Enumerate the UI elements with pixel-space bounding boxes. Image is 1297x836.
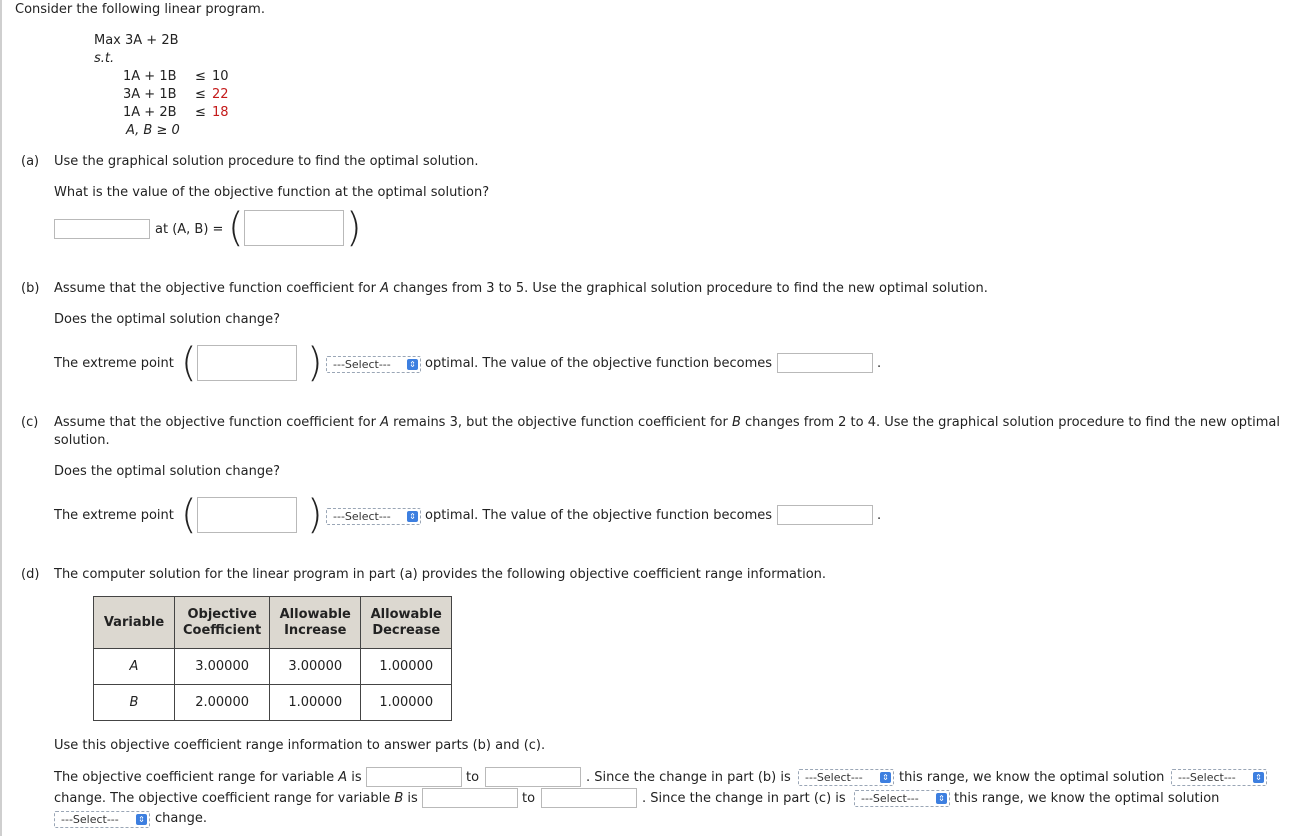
- chevron-updown-icon: ⇕: [407, 511, 418, 522]
- part-a-objective-value-field[interactable]: [55, 220, 149, 238]
- part-a-label: (a): [21, 154, 40, 169]
- table-header-row: [94, 597, 452, 649]
- open-paren: (: [181, 492, 197, 538]
- chevron-updown-icon: ⇕: [880, 772, 891, 783]
- constraint-3: 1A + 2B ≤ 18: [123, 105, 229, 120]
- header-variable: Variable: [94, 597, 175, 649]
- nonnegativity: A, B ≥ 0: [126, 123, 180, 138]
- subject-to-label: s.t.: [94, 51, 115, 66]
- this-range-text: this range, we know the optimal solution: [954, 791, 1220, 806]
- table-cell: 1.00000: [270, 685, 361, 721]
- range-a-label: The objective coefficient range for variable A is: [54, 770, 362, 785]
- header-allowable-decrease: Allowable Decrease: [361, 597, 452, 649]
- change-end-text: change.: [155, 811, 207, 826]
- close-paren: ): [346, 205, 362, 251]
- chevron-updown-icon: ⇕: [136, 814, 147, 825]
- part-b-after-select: optimal. The value of the objective function becomes: [425, 356, 773, 371]
- chevron-updown-icon: ⇕: [936, 793, 947, 804]
- table-cell: 1.00000: [361, 685, 452, 721]
- part-a-point-input[interactable]: [244, 210, 344, 246]
- table-cell: 1.00000: [361, 649, 452, 685]
- part-c-range-select[interactable]: ---Select--- ⇕: [854, 790, 950, 807]
- to-label: to: [466, 770, 480, 785]
- table-cell: B: [94, 685, 175, 721]
- part-b-question: Does the optimal solution change?: [54, 312, 280, 327]
- range-b-upper-input[interactable]: [541, 788, 637, 808]
- close-paren: ): [307, 340, 323, 386]
- part-c-text: Assume that the objective function coefficient for A remains 3, but the objective function coefficient for B changes from 2 to 4. Use the graphical solution procedure to find the new optimal: [54, 415, 1280, 430]
- part-c-select[interactable]: ---Select--- ⇕: [326, 508, 421, 525]
- part-d-use-text: Use this objective coefficient range information to answer parts (b) and (c).: [54, 738, 546, 753]
- part-c-question: Does the optimal solution change?: [54, 464, 280, 479]
- table-cell: A: [94, 649, 175, 685]
- table-cell: 3.00000: [270, 649, 361, 685]
- table-row: [94, 649, 452, 685]
- since-c-text: . Since the change in part (c) is: [642, 791, 846, 806]
- header-allowable-increase: Allowable Increase: [270, 597, 361, 649]
- part-c-value-input[interactable]: [777, 505, 873, 525]
- since-b-text: . Since the change in part (b) is: [586, 770, 791, 785]
- part-b-point-input[interactable]: [197, 345, 297, 381]
- table-cell: 2.00000: [175, 685, 270, 721]
- part-b-period: .: [877, 356, 882, 371]
- to-label: to: [522, 791, 536, 806]
- constraint-2: 3A + 1B ≤ 22: [123, 87, 229, 102]
- part-b-text: Assume that the objective function coefficient for A changes from 3 to 5. Use the graphical solution procedure to find the new optimal solution.: [54, 281, 988, 296]
- this-range-text: this range, we know the optimal solution: [899, 770, 1165, 785]
- intro-text: Consider the following linear program.: [15, 2, 265, 17]
- close-paren: ): [307, 492, 323, 538]
- part-c-point-input[interactable]: [197, 497, 297, 533]
- part-c-after-select: optimal. The value of the objective function becomes: [425, 508, 773, 523]
- chevron-updown-icon: ⇕: [1253, 772, 1264, 783]
- part-c-text-line2: solution.: [54, 433, 110, 448]
- part-b-range-select[interactable]: ---Select--- ⇕: [798, 769, 894, 786]
- part-a-objective-value-input[interactable]: [54, 219, 150, 239]
- header-objective-coefficient: Objective Coefficient: [175, 597, 270, 649]
- part-c-solution-select[interactable]: ---Select--- ⇕: [54, 811, 150, 828]
- range-a-lower-input[interactable]: [366, 767, 462, 787]
- part-c-period: .: [877, 508, 882, 523]
- part-b-value-field[interactable]: [778, 354, 872, 372]
- part-c-extreme-label: The extreme point: [54, 508, 174, 523]
- range-b-label: change. The objective coefficient range for variable B is: [54, 791, 418, 806]
- part-b-solution-select[interactable]: ---Select--- ⇕: [1171, 769, 1267, 786]
- part-d-text: The computer solution for the linear program in part (a) provides the following objective coefficient range information.: [54, 567, 827, 582]
- left-border: [0, 0, 2, 836]
- part-b-value-input[interactable]: [777, 353, 873, 373]
- open-paren: (: [228, 205, 244, 251]
- part-d-label: (d): [21, 567, 40, 582]
- table-row: [94, 685, 452, 721]
- constraint-1: 1A + 1B ≤ 10: [123, 69, 229, 84]
- objective-function: Max 3A + 2B: [94, 33, 179, 48]
- part-a-at-label: at (A, B) =: [155, 222, 224, 237]
- range-b-lower-input[interactable]: [422, 788, 518, 808]
- part-c-value-field[interactable]: [778, 506, 872, 524]
- range-table: [93, 596, 452, 721]
- part-b-select[interactable]: ---Select--- ⇕: [326, 356, 421, 373]
- range-a-upper-input[interactable]: [485, 767, 581, 787]
- chevron-updown-icon: ⇕: [407, 359, 418, 370]
- part-b-extreme-label: The extreme point: [54, 356, 174, 371]
- part-b-label: (b): [21, 281, 40, 296]
- part-c-label: (c): [21, 415, 39, 430]
- open-paren: (: [181, 340, 197, 386]
- part-a-question: What is the value of the objective function at the optimal solution?: [54, 185, 490, 200]
- table-cell: 3.00000: [175, 649, 270, 685]
- part-a-text: Use the graphical solution procedure to find the optimal solution.: [54, 154, 479, 169]
